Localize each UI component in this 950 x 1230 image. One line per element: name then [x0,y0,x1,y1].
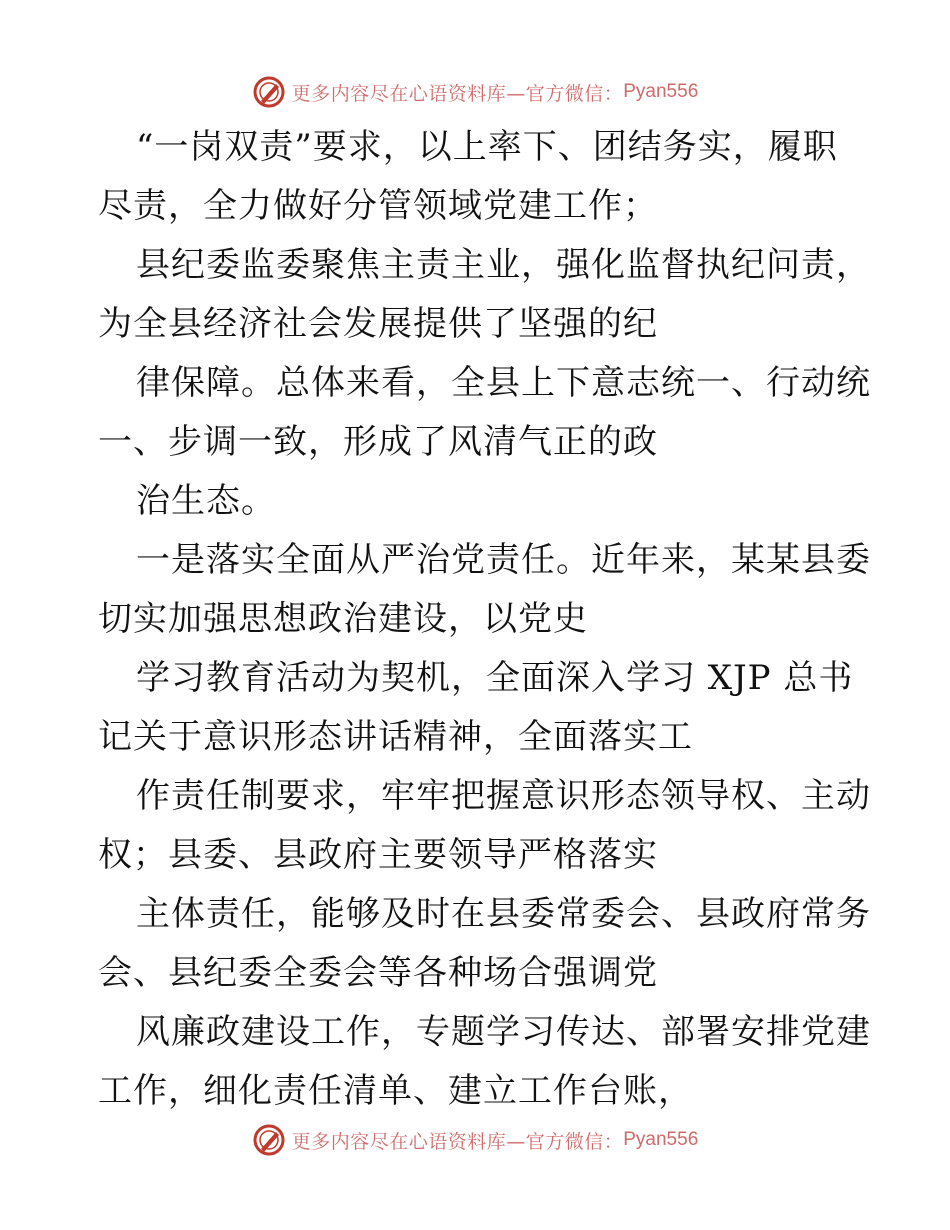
text-line: 权；县委、县政府主要领导严格落实 [98,835,658,875]
watermark-brand: 更多内容尽在心语资料库—官方微信： [291,82,624,105]
text-line: 主体责任，能够及时在县委常委会、县政府常务 [136,894,871,934]
text-line: 一、步调一致，形成了风清气正的政 [98,422,658,462]
text-line: “一岗双责”要求，以上率下、团结务实，履职 [136,127,838,167]
footer-watermark [0,1120,950,1160]
text-line: 会、县纪委全委会等各种场合强调党 [98,953,658,993]
text-line: 风廉政建设工作，专题学习传达、部署安排党建 [136,1012,871,1052]
watermark-brand: 更多内容尽在心语资料库—官方微信： [291,1130,624,1153]
watermark-handle: Pyan556 [623,1129,699,1150]
text-line: 县纪委监委聚焦主责主业，强化监督执纪问责， [136,245,871,285]
watermark-handle: Pyan556 [623,81,699,102]
text-line: 为全县经济社会发展提供了坚强的纪 [98,304,658,344]
text-line: 工作，细化责任清单、建立工作台账， [98,1071,693,1111]
text-line: 作责任制要求，牢牢把握意识形态领导权、主动 [136,776,871,816]
pen-seal-icon [252,75,286,109]
document-body [98,118,871,1121]
text-line: 记关于意识形态讲话精神，全面落实工 [98,717,693,757]
text-line: 切实加强思想政治建设，以党史 [98,599,588,639]
text-line: 治生态。 [136,481,276,521]
text-line: 律保障。总体来看，全县上下意志统一、行动统 [136,363,871,403]
text-line: 学习教育活动为契机，全面深入学习 XJP 总书 [136,658,854,698]
header-watermark [0,72,950,112]
pen-seal-icon [252,1123,286,1157]
text-line: 一是落实全面从严治党责任。近年来，某某县委 [136,540,871,580]
text-line: 尽责，全力做好分管领域党建工作； [98,186,658,226]
